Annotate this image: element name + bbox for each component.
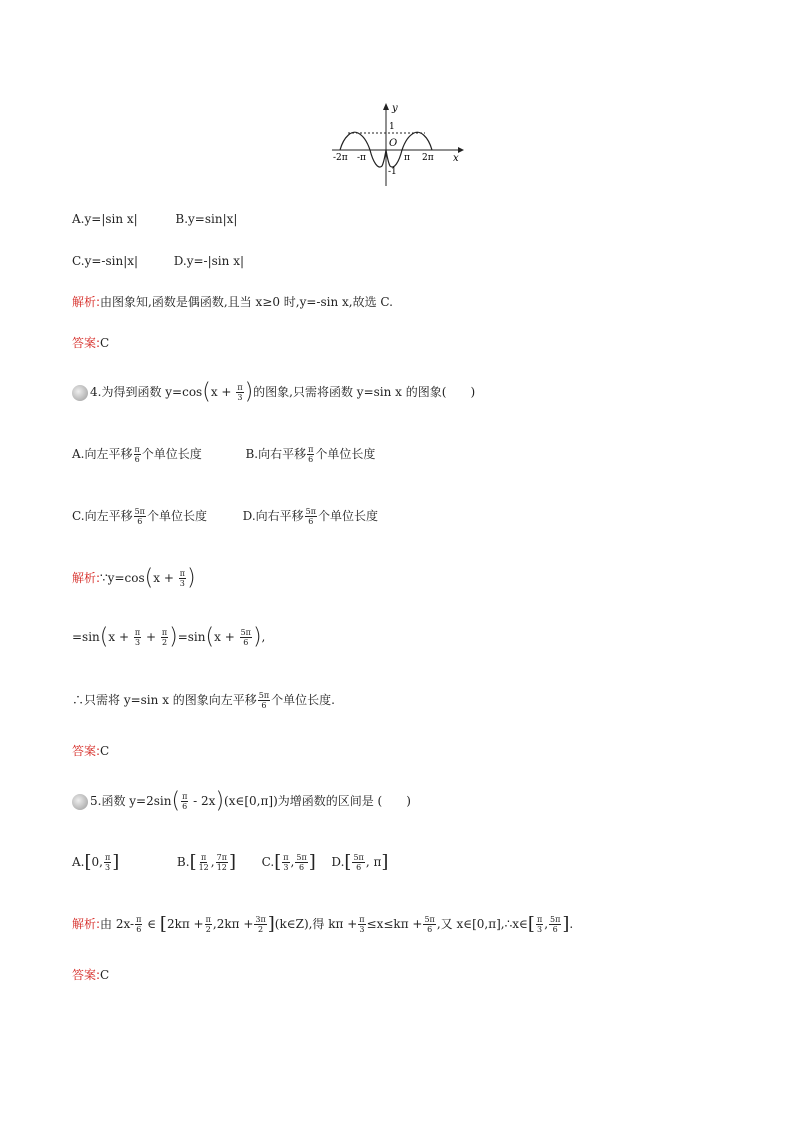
q5-stem: 5.函数 y=2sin( $\frac{\pi}{6}$ - 2x)(x∈[0,π])为增函数的区间是 ( ) (72, 792, 411, 811)
answer-label: 答案: (72, 744, 101, 758)
fraction: $\frac{5\pi}{6}$ (424, 915, 435, 934)
q3-options-row-2 (72, 252, 244, 270)
fraction: $\frac{\pi}{3}$ (104, 853, 111, 872)
q4-analysis-line-2: =sin(x + $\frac{\pi}{3}$ + $\frac{\pi}{2}$ )=sin(x + $\frac{5\pi}{6}$ ), (72, 624, 266, 650)
q4-number: 4. (90, 385, 102, 399)
q4-answer-value: C (100, 744, 110, 758)
q3-option-a-label: A. (72, 212, 85, 226)
fraction: $\frac{\pi}{2}$ (161, 628, 168, 647)
q5-answer (72, 966, 109, 984)
fraction: $\frac{\pi}{3}$ (179, 569, 185, 588)
question-marker-icon (72, 794, 88, 810)
q3-option-d: y=-|sin x| (186, 254, 244, 268)
q5-answer-value: C (100, 968, 110, 982)
sine-graph (330, 100, 470, 190)
x-tick-label: -2π (333, 153, 348, 163)
q4-options-row-2: C.向左平移 $\frac{5\pi}{6}$ 个单位长度 D.向右平移 $\frac{5\pi}{6}$ 个单位长度 (72, 507, 379, 526)
fraction: $\frac{5\pi}{6}$ (353, 853, 364, 872)
q3-option-c: y=-sin|x| (84, 254, 139, 268)
q4-analysis-line-1: 解析:∵y=cos(x + $\frac{\pi}{3}$ ) (72, 565, 196, 591)
q3-option-d-label: D. (173, 254, 187, 268)
q4-answer (72, 742, 109, 760)
fraction: $\frac{5\pi}{6}$ (296, 853, 307, 872)
fraction: $\frac{\pi}{3}$ (359, 915, 365, 934)
fraction: $\frac{5\pi}{6}$ (305, 507, 317, 526)
q4-conclusion: ∴只需将 y=sin x 的图象向左平移 $\frac{5\pi}{6}$ 个单位长度. (72, 691, 335, 710)
answer-label: 答案: (72, 968, 101, 982)
fraction: $\frac{5\pi}{6}$ (240, 628, 251, 647)
q4-stem-a: 为得到函数 y=cos (101, 385, 203, 399)
q3-option-a: y=|sin x| (84, 212, 138, 226)
x-axis-label: x (453, 153, 459, 164)
fraction: $\frac{\pi}{6}$ (182, 792, 188, 811)
fraction: $\frac{3\pi}{2}$ (255, 915, 266, 934)
y-axis-arrow (383, 103, 389, 110)
neg-one-label: -1 (388, 167, 397, 177)
fraction: $\frac{\pi}{3}$ (134, 628, 141, 647)
q3-option-c-label: C. (72, 254, 85, 268)
x-axis-arrow (458, 147, 464, 153)
q5-number: 5. (90, 794, 102, 808)
q3-options-row-1 (72, 210, 237, 228)
fraction: $\frac{7\pi}{12}$ (216, 853, 227, 872)
y-axis-label: y (392, 103, 398, 114)
q3-option-b-label: B. (175, 212, 189, 226)
q3-answer (72, 334, 109, 352)
fraction: $\frac{5\pi}{6}$ (134, 507, 145, 526)
q4-options-row-1: A.向左平移 $\frac{\pi}{6}$ 个单位长度 B.向右平移 $\frac{\pi}{6}$ 个单位长度 (72, 445, 376, 464)
q4-stem: 4.为得到函数 y=cos(x + $\frac{\pi}{3}$ )的图象,只需将函数 y=sin x 的图象( ) (72, 383, 475, 402)
q3-answer-value: C (100, 336, 110, 350)
origin-label: O (389, 138, 398, 149)
x-tick-label: -π (357, 153, 366, 163)
fraction: $\frac{\pi}{3}$ (237, 383, 243, 402)
x-tick-label: π (404, 153, 410, 163)
fraction: $\frac{\pi}{6}$ (308, 445, 314, 464)
fraction: $\frac{\pi}{3}$ (283, 853, 289, 872)
analysis-label: 解析: (72, 295, 101, 309)
fraction: $\frac{5\pi}{6}$ (258, 691, 270, 710)
fraction: $\frac{\pi}{3}$ (536, 915, 543, 934)
analysis-label: 解析: (72, 917, 101, 931)
q3-option-b: y=sin|x| (188, 212, 238, 226)
question-marker-icon (72, 385, 88, 401)
q4-stem-b: 的图象,只需将函数 y=sin x 的图象( ) (253, 385, 476, 399)
q3-analysis-text: 由图象知,函数是偶函数,且当 x≥0 时,y=-sin x,故选 C. (100, 295, 393, 309)
q3-analysis (72, 293, 393, 311)
fraction: $\frac{\pi}{6}$ (134, 445, 140, 464)
q5-options: A.[0, $\frac{\pi}{3}$ ] B.[ $\frac{\pi}{12}$ , $\frac{7\pi}{12}$ ] C.[ $\frac{\pi}{3}$ , $\frac{5\pi}{6}$ ] D.[ $\frac{5\pi}{6}$ , π] (72, 851, 389, 873)
fraction: $\frac{\pi}{6}$ (136, 915, 142, 934)
fraction: $\frac{\pi}{2}$ (205, 915, 211, 934)
analysis-label: 解析: (72, 571, 101, 585)
q5-analysis: 解析:由 2x- $\frac{\pi}{6}$ ∈ [2kπ + $\frac{\pi}{2}$ ,2kπ + $\frac{3\pi}{2}$ ](k∈Z),得 kπ + $\frac{\pi}{3}$ ≤x≤kπ + $\frac{5\pi}{6}$ ,又 x∈[0,π],∴x∈[ $\frac{\pi}{3}$ , $\frac{5\pi}{6}$ ]. (72, 913, 574, 935)
fraction: $\frac{5\pi}{6}$ (550, 915, 561, 934)
answer-label: 答案: (72, 336, 101, 350)
fraction: $\frac{\pi}{12}$ (198, 853, 209, 872)
x-tick-label: 2π (422, 153, 434, 163)
one-label: 1 (389, 122, 395, 132)
